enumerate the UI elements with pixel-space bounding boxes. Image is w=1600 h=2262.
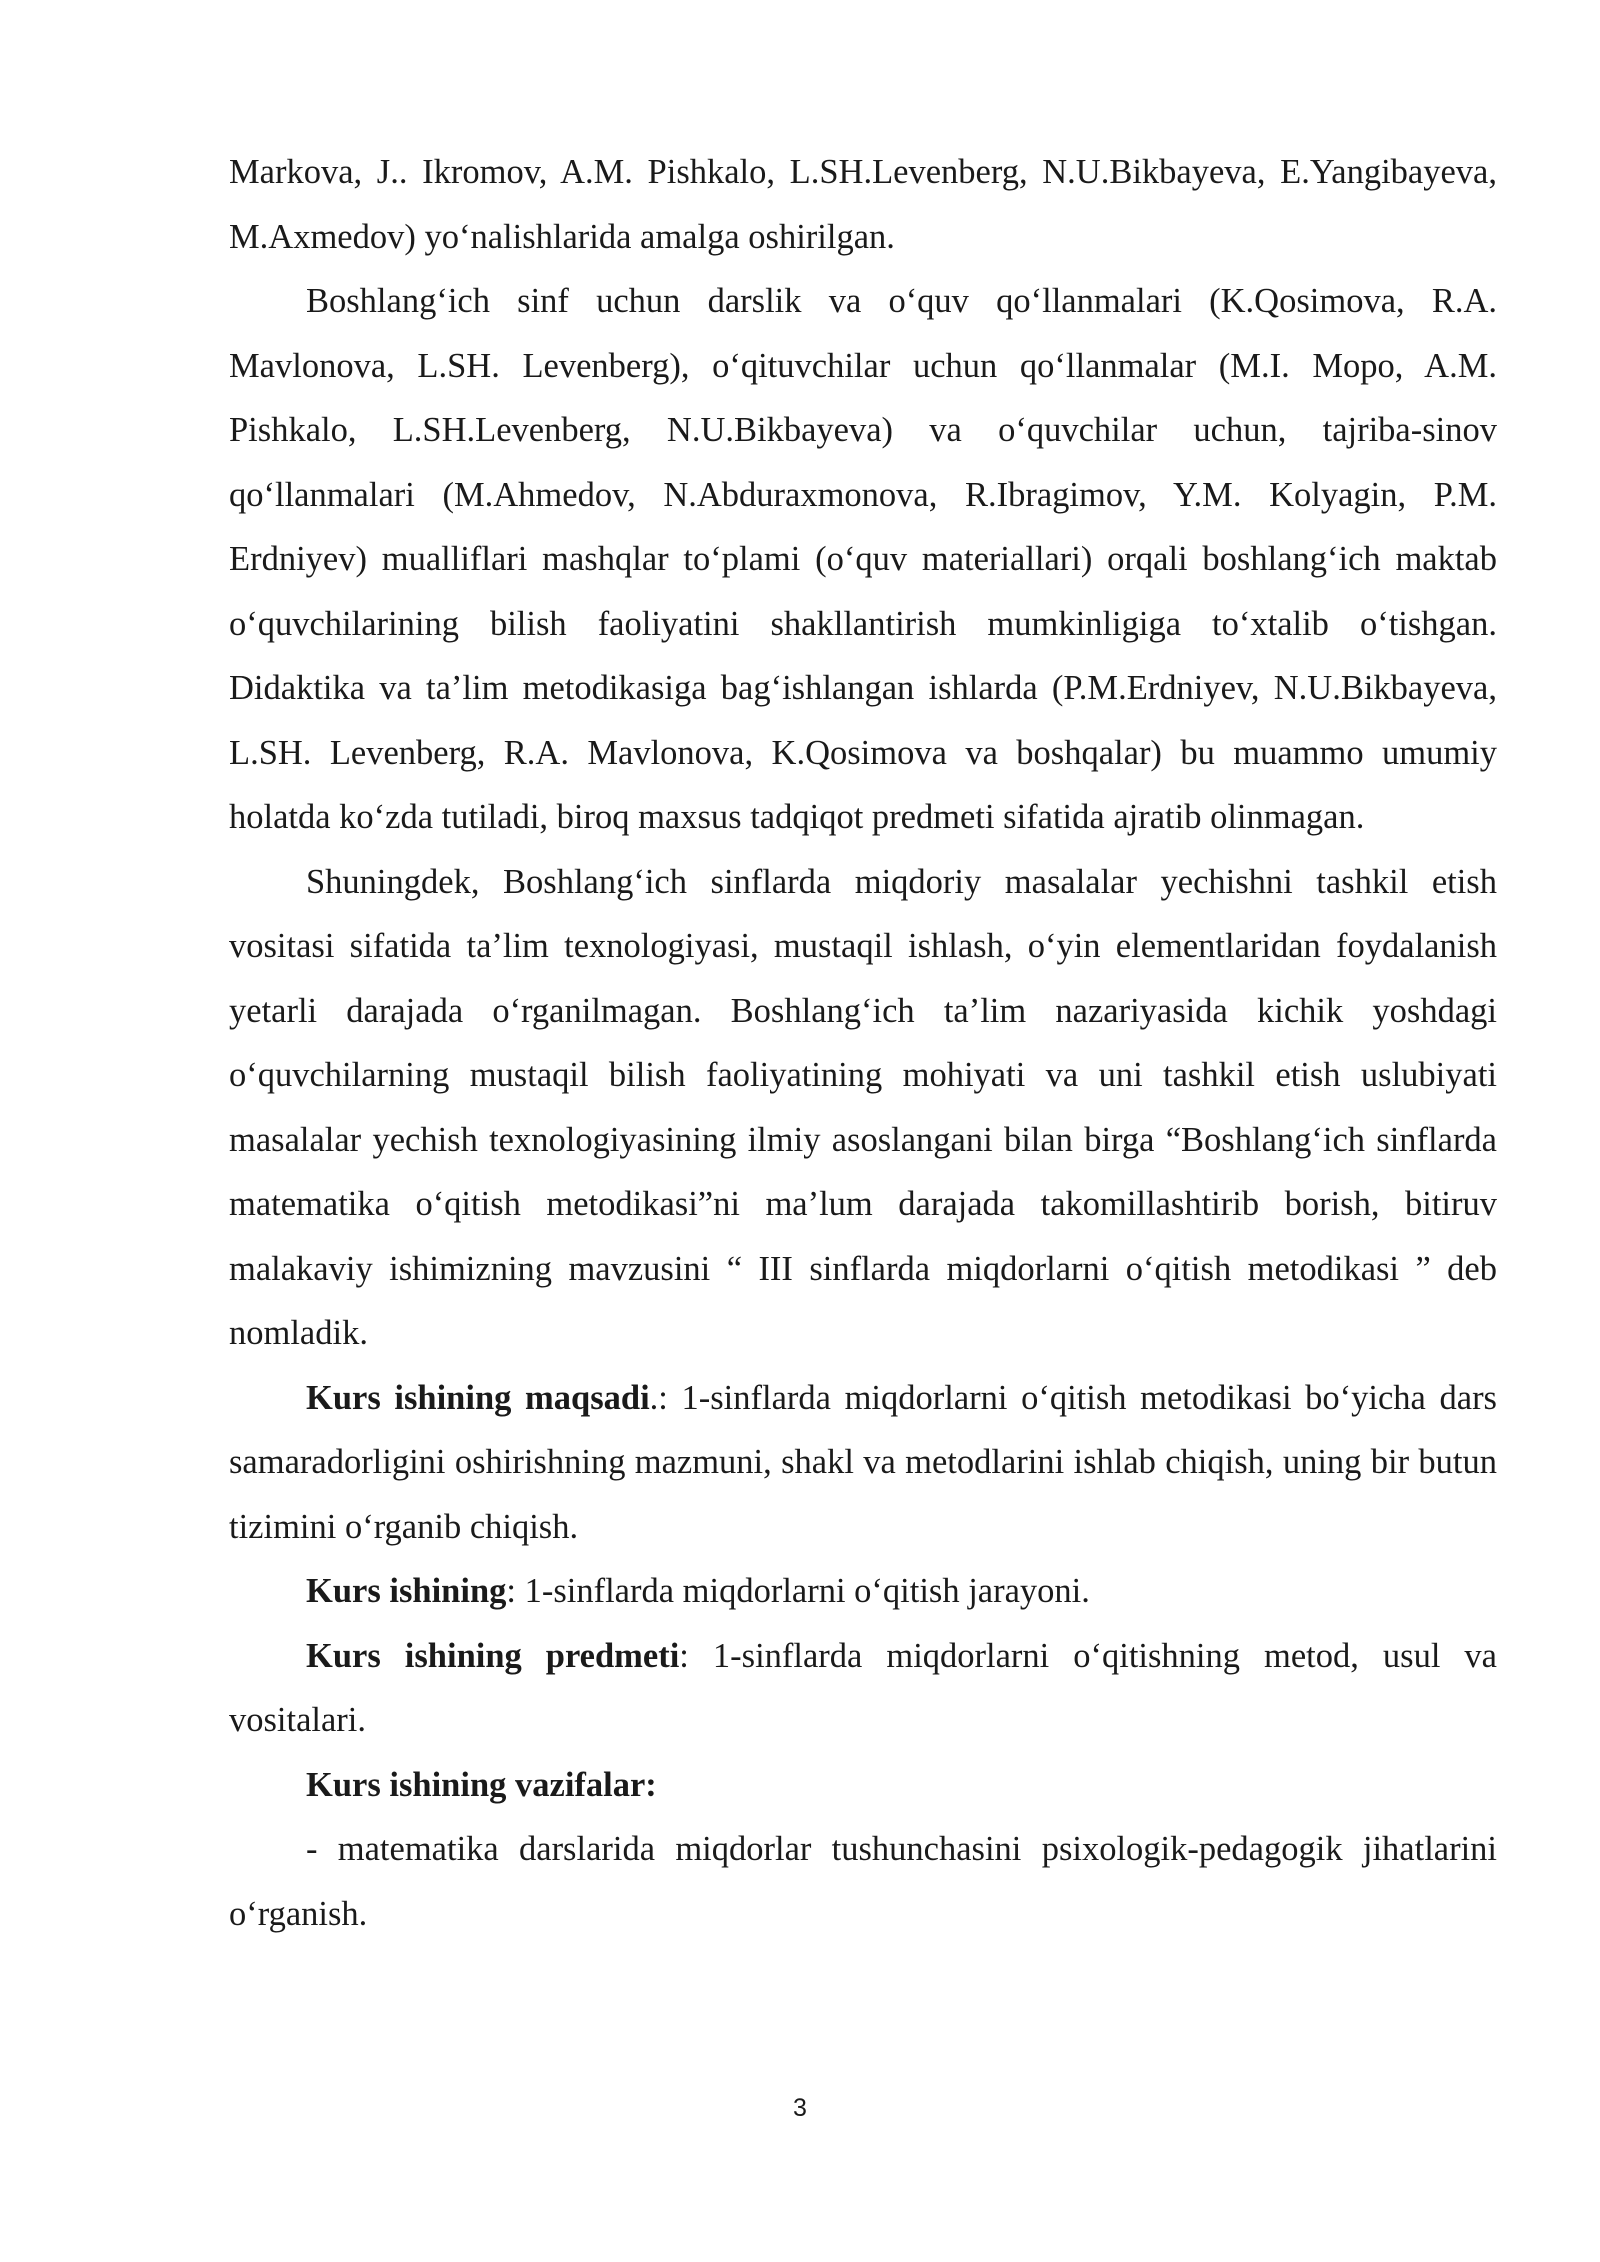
course-goal-label: Kurs ishining maqsadi bbox=[306, 1378, 650, 1417]
paragraph-problem-statement: Shuningdek, Boshlang‘ich sinflarda miqdoriy masalalar yechishni tashkil etish vositasi sifatida ta’lim texnologiyasi, mustaqil ishlash, o‘yin elementlaridan foydalanish yetarli darajada o‘rganilmagan. Boshlang‘ich ta’lim nazariyasida kichik yoshdagi o‘quvchilarning mustaqil bilish faoliyatining mohiyati va uni tashkil etish uslubiyati masalalar yechish texnologiyasining ilmiy asoslangani bilan birga “Boshlang‘ich sinflarda matematika o‘qitish metodikasi”ni ma’lum darajada takomillashtirib borish, bitiruv malakaviy ishimizning mavzusini “ III sinflarda miqdorlarni o‘qitish metodikasi ” deb nomladik. bbox=[229, 862, 1497, 1352]
course-subject-text: : 1-sinflarda miqdorlarni o‘qitishning metod, usul va vositalari. bbox=[229, 1636, 1497, 1739]
course-goal-text: .: 1-sinflarda miqdorlarni o‘qitish metodikasi bo‘yicha dars samaradorligini oshirishning mazmuni, shakl va metodlarini ishlab chiqish, uning bir butun tizimini o‘rganib chiqish. bbox=[229, 1378, 1497, 1546]
paragraph-course-goal bbox=[229, 1366, 1497, 1560]
course-subject-label: Kurs ishining predmeti bbox=[306, 1636, 680, 1675]
page-number: 3 bbox=[793, 2094, 807, 2122]
course-object-text: : 1-sinflarda miqdorlarni o‘qitish jarayoni. bbox=[506, 1572, 1090, 1610]
paragraph-course-subject bbox=[229, 1624, 1497, 1753]
paragraph-course-object bbox=[229, 1559, 1497, 1624]
paragraph-continued-authors: Markova, J.. Ikromov, A.M. Pishkalo, L.SH.Levenberg, N.U.Bikbayeva, E.Yangibayeva, M.Axmedov) yo‘nalishlarida amalga oshirilgan. bbox=[229, 153, 1497, 256]
paragraph-textbooks: Boshlang‘ich sinf uchun darslik va o‘quv qo‘llanmalari (K.Qosimova, R.A. Mavlonova, L.SH. Levenberg), o‘qituvchilar uchun qo‘llanmalar (M.I. Mopo, A.M. Pishkalo, L.SH.Levenberg, N.U.Bikbayeva) va o‘quvchilar uchun, tajriba-sinov qo‘llanmalari (M.Ahmedov, N.Abduraxmonova, R.Ibragimov, Y.M. Kolyagin, P.M. Erdniyev) mualliflari mashqlar to‘plami (o‘quv materiallari) orqali boshlang‘ich maktab o‘quvchilarining bilish faoliyatini shakllantirish mumkinligiga to‘xtalib o‘tishgan. Didaktika va ta’lim metodikasiga bag‘ishlangan ishlarda (P.M.Erdniyev, N.U.Bikbayeva, L.SH. Levenberg, R.A. Mavlonova, K.Qosimova va boshqalar) bu muammo umumiy holatda ko‘zda tutiladi, biroq maxsus tadqiqot predmeti sifatida ajratib olinmagan. bbox=[229, 282, 1497, 836]
document-body bbox=[229, 140, 1497, 1946]
course-object-label: Kurs ishining bbox=[306, 1572, 507, 1610]
paragraph-course-tasks-heading bbox=[229, 1753, 1497, 1818]
course-tasks-label: Kurs ishining vazifalar: bbox=[306, 1765, 657, 1804]
paragraph-task-item: - matematika darslarida miqdorlar tushunchasini psixologik-pedagogik jihatlarini o‘rganish. bbox=[229, 1830, 1497, 1933]
